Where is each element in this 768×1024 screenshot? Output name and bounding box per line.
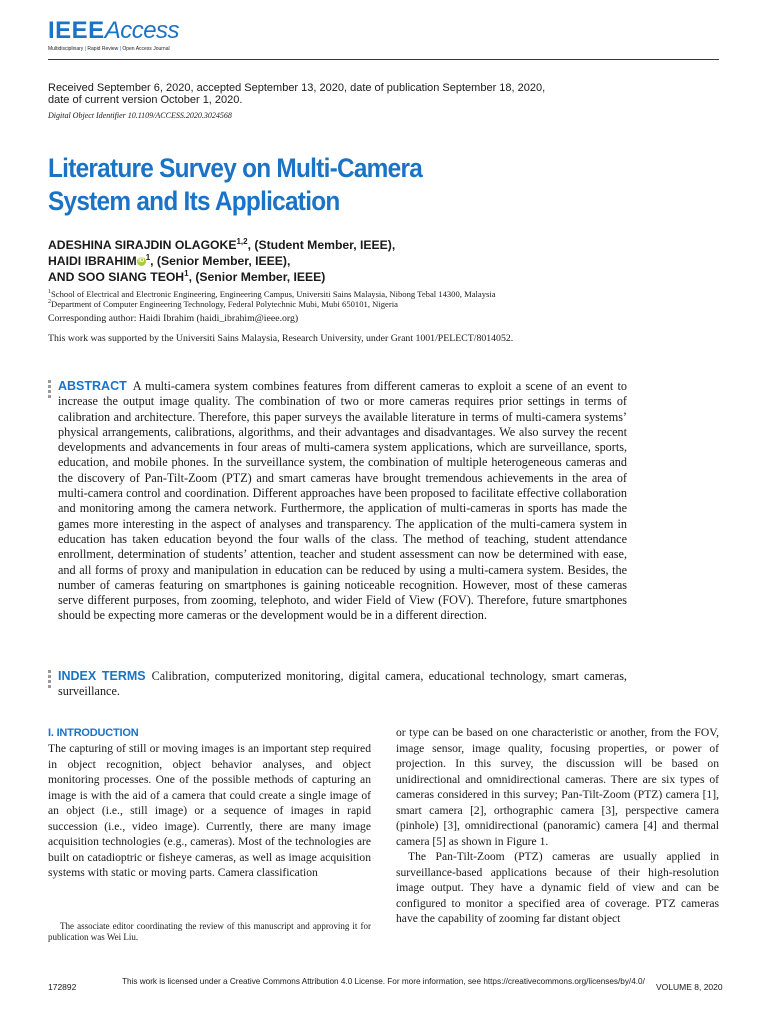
volume-label: VOLUME 8, 2020 [656,982,723,992]
affiliation-1: $^1$School of Electrical and Electronic Engineering, Engineering Campus, Universiti Sains Malaysia, Nibong Tebal 14300, Malaysia [48,288,496,299]
abstract-text: A multi-camera system combines features from different cameras to exploit a scene of an event to increase the output image quality. The combination of two or more cameras requires prior settings in terms of calibration and architecture. Therefore, this paper surveys the available literature in terms of multi-camera systems’ physical arrangements, calibrations, algorithms, and their advantages and disadvantages. We also survey the recent developments and advancements in four areas of multi-camera system applications, which are surveillance, sports, education, and mobile phones. In the surveillance system, the combination of multiple heterogeneous cameras and the discovery of Pan-Tilt-Zoom (PTZ) and smart cameras have brought tremendous achievements in the area of multi-camera control and coordination. Different approaches have been proposed to facilitate effective collaboration and monitoring among the camera network. Furthermore, the application of multi-cameras in sports has made the games more interesting in the aspect of analyses and transparency. The application of the multi-camera system in education has taken education beyond the four walls of the class. The method of teaching, student attendance enrollment, determination of students’ attention, teacher and student assessment can now be determined with ease, and all forms of proxy and manipulation in education can be reduced by using a multi-camera system. Besides, the number of cameras featuring on smartphones is gaining noticeable recognition. However, most of these cameras serve different purposes, from zooming, telephoto, and wider Field of View (FOV). Therefore, future smartphones should be expecting more cameras or the development would be in a different direction. [58,379,627,623]
doi[interactable]: Digital Object Identifier 10.1109/ACCESS.2020.3024568 [48,111,232,120]
section-heading: I. INTRODUCTION [48,727,139,739]
logo-tag-open-access: Open Access Journal [122,46,170,52]
page-number: 172892 [48,982,77,992]
author-2: HAIDI IBRAHIM iD $^1$, (Senior Member, IEEE), [48,252,291,268]
index-terms-text: Calibration, computerized monitoring, digital camera, educational technology, smart cameras, surveillance. [58,669,627,699]
column-left [48,741,371,881]
affiliation-2: $^2$Department of Computer Engineering Technology, Federal Polytechnic Mubi, Mubi 650101, Nigeria [48,298,398,309]
column-right [396,725,719,927]
logo-tagline: Multidisciplinary | Rapid Review | Open Access Journal [48,46,170,52]
logo-ieee: IEEE [48,17,105,44]
header-rule [48,59,719,60]
intro-paragraph-2: or type can be based on one characteristic or another, from the FOV, image sensor, image quality, focusing properties, or power of projection. In this survey, the discussion will be based on unidirectional and omnidirectional cameras. There are six types of cameras considered in this survey; Pan-Tilt-Zoom (PTZ) camera [1], smart camera [2], orthographic camera [3], perspective camera (pinhole) [3], omnidirectional (panoramic) camera [4] and thermal camera [5] as shown in Figure 1. [396,726,719,848]
received-line-1: Received September 6, 2020, accepted September 13, 2020, date of publication September 18, 2020, [48,82,546,94]
abstract-marker-icon [48,380,51,400]
logo-tag-rapid-review: Rapid Review [87,46,119,52]
abstract-label: ABSTRACT [58,379,127,393]
intro-paragraph-3: The Pan-Tilt-Zoom (PTZ) cameras are usually applied in surveillance-based applications because of their high-resolution image output. They have a dynamic field of view and can be configured to monitor a specified area of coverage. PTZ cameras have the capability of zooming far distant object [396,850,719,925]
index-terms-marker-icon [48,670,51,690]
corresponding-author: Corresponding author: Haidi Ibrahim (haidi_ibrahim@ieee.org) [48,313,299,324]
editor-footnote: The associate editor coordinating the review of this manuscript and approving it for publication was Wei Liu. [48,921,371,942]
received-line-2: date of current version October 1, 2020. [48,94,243,106]
intro-paragraph-1: The capturing of still or moving images is an important step required in object recognition, object behavior analyses, and object monitoring processes. One of the possible methods of capturing an image is with the aid of a camera that could create a single image of an object (i.e., still image) or a sequence of images in rapid succession (i.e., video image). Currently, there are many image acquisition technologies (e.g., cameras). Most of the technologies are built on catadioptric or fisheye cameras, as well as image acquisition systems with static or moving parts. Camera classification [48,742,371,879]
index-terms [58,669,627,700]
abstract [58,379,627,624]
index-terms-label: INDEX TERMS [58,669,146,683]
orcid-icon[interactable]: iD [138,258,145,264]
journal-logo [48,18,188,58]
license-notice[interactable]: This work is licensed under a Creative Commons Attribution 4.0 License. For more information, see https://creativecommons.org/licenses/by/4.0/ [122,977,645,986]
paper-title [48,152,563,218]
author-1: ADESHINA SIRAJDIN OLAGOKE$^{1,2}$, (Student Member, IEEE), [48,236,396,252]
logo-access: Access [104,17,180,44]
title-line-2: System and Its Application [48,186,340,216]
logo-tag-multidisciplinary: Multidisciplinary [48,46,84,52]
author-3: AND SOO SIANG TEOH$^1$, (Senior Member, IEEE) [48,268,326,284]
author-list [48,237,648,285]
funding-note: This work was supported by the Universiti Sains Malaysia, Research University, under Grant 1001/PELECT/8014052. [48,333,514,344]
logo-wordmark [48,18,188,44]
title-line-1: Literature Survey on Multi-Camera [48,153,423,183]
received-dates [48,82,648,106]
